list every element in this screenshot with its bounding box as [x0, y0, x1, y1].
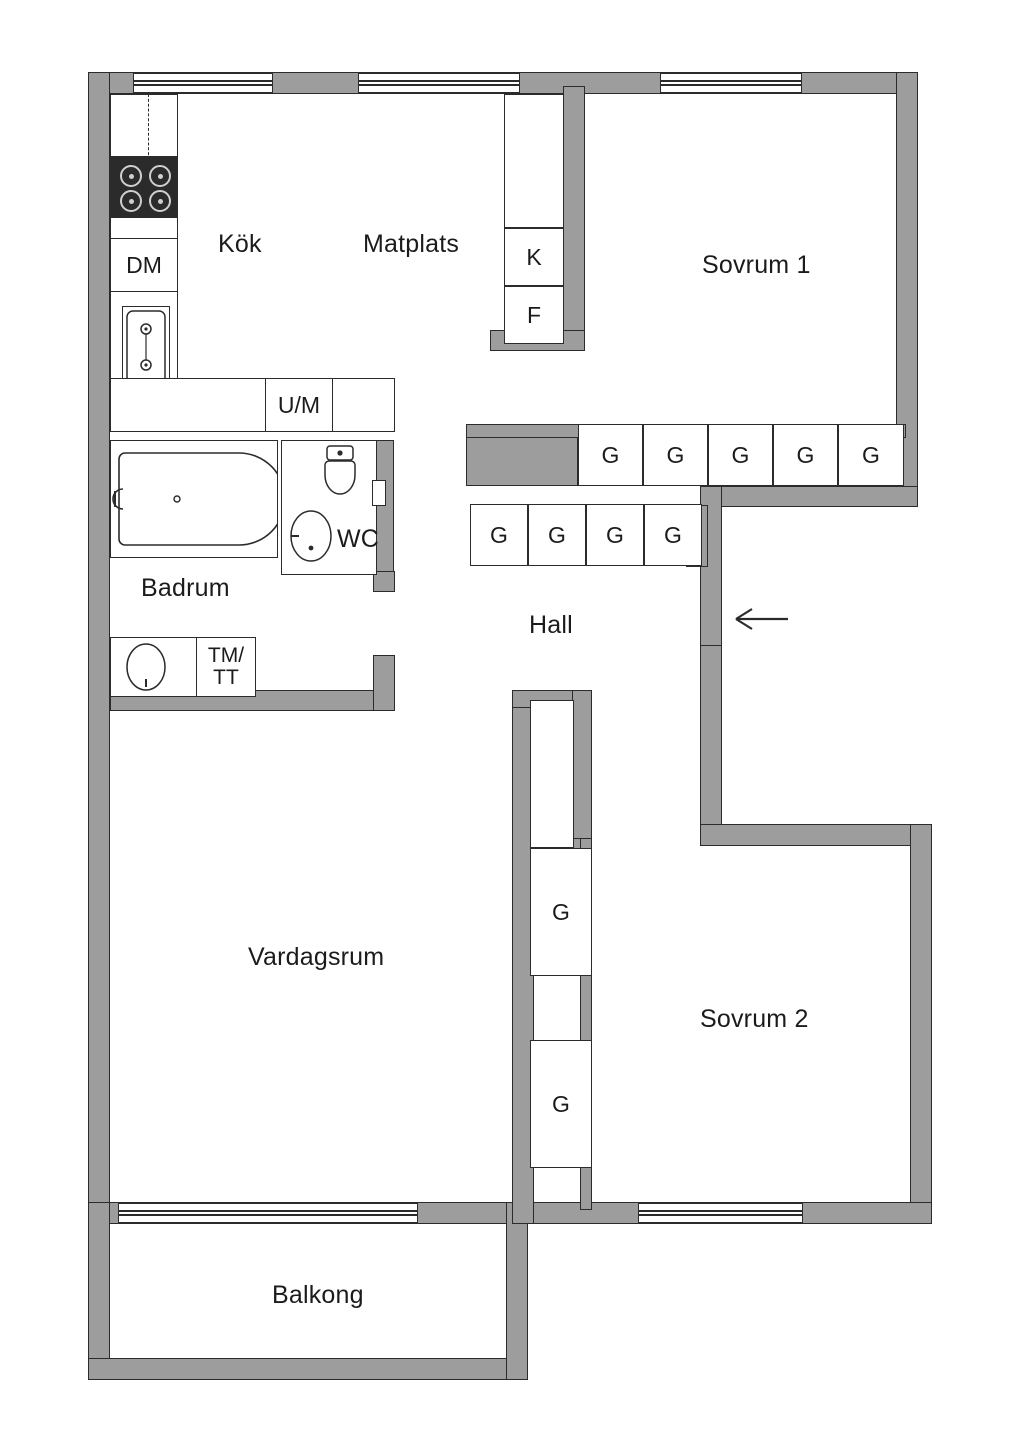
laundry-basin-icon	[124, 641, 168, 693]
closet-label: G	[490, 521, 508, 548]
wall-balcony-right	[506, 1202, 528, 1380]
appliance-label-line2: TT	[213, 666, 239, 689]
entrance-arrow	[730, 604, 790, 634]
appliance-fridge	[504, 228, 564, 286]
closet-label: G	[666, 441, 685, 468]
room-label-balkong: Balkong	[272, 1281, 364, 1309]
wall-kitchen-sovrum1	[563, 86, 585, 351]
burner-icon	[120, 190, 142, 212]
room-label-hall: Hall	[529, 611, 573, 639]
wall-exterior-left	[88, 72, 110, 1222]
closet-g	[470, 504, 528, 566]
closet-g	[708, 424, 773, 486]
appliance-washer-dryer	[196, 637, 256, 697]
wall-corridor-right	[572, 690, 592, 845]
window-sovrum2	[638, 1203, 803, 1223]
appliance-dishwasher	[110, 238, 178, 292]
burner-icon	[120, 165, 142, 187]
room-label-sovrum2: Sovrum 2	[700, 1005, 809, 1033]
wall-balcony-bottom	[88, 1358, 528, 1380]
closet-g	[528, 504, 586, 566]
window-dining	[358, 73, 520, 93]
closet-label: G	[548, 521, 566, 548]
appliance-label: DM	[126, 251, 162, 278]
closet-label: G	[552, 898, 570, 925]
wall-bathroom-bottom-right	[373, 655, 395, 711]
sink-icon	[123, 307, 169, 387]
closet-g	[578, 424, 643, 486]
kitchen-sink	[122, 306, 170, 388]
burner-icon	[149, 165, 171, 187]
closet-label: G	[796, 441, 815, 468]
room-label-sovrum1: Sovrum 1	[702, 251, 811, 279]
wall-right-step	[700, 486, 918, 507]
toilet-icon	[318, 444, 362, 508]
window-kitchen	[133, 73, 273, 93]
closet-label: G	[664, 521, 682, 548]
appliance-microwave-oven	[265, 378, 333, 432]
closet-g	[644, 504, 702, 566]
appliance-label-line1: TM/	[207, 644, 245, 667]
kitchen-upper-cabinet-line	[148, 94, 149, 160]
wall-exterior-right-lower	[910, 824, 932, 1224]
room-label-kok: Kök	[218, 230, 262, 258]
room-label-matplats: Matplats	[363, 230, 460, 258]
appliance-label: U/M	[277, 391, 321, 418]
closet-label: G	[606, 521, 624, 548]
closet-label: G	[731, 441, 750, 468]
wall-sovrum2-top	[700, 824, 932, 846]
corridor-slot	[530, 700, 574, 848]
closet-g	[838, 424, 904, 486]
closet-g	[530, 848, 592, 976]
closet-label: G	[601, 441, 620, 468]
closet-label: G	[552, 1090, 570, 1117]
closet-g	[530, 1040, 592, 1168]
room-label-vardagsrum: Vardagsrum	[248, 943, 385, 971]
appliance-freezer	[504, 286, 564, 344]
burner-icon	[149, 190, 171, 212]
kitchen-counter-bottom	[110, 378, 395, 432]
bathtub-icon	[111, 441, 277, 557]
appliance-label: K	[526, 243, 542, 270]
kitchen-pantry-run	[504, 94, 564, 228]
wc-door-nib	[372, 480, 386, 506]
closet-g	[643, 424, 708, 486]
closet-label: G	[862, 441, 880, 468]
room-label-badrum: Badrum	[141, 574, 230, 602]
washbasin-icon	[288, 508, 334, 564]
wall-hall-right-lower	[700, 645, 722, 845]
appliance-label: F	[526, 301, 542, 328]
closet-g	[773, 424, 838, 486]
bathroom-tub-area	[110, 440, 278, 558]
window-sovrum1	[660, 73, 802, 93]
closet-g	[586, 504, 644, 566]
window-livingroom	[118, 1203, 418, 1223]
wall-balcony-left	[88, 1202, 110, 1380]
room-label-wc: WC	[337, 525, 380, 553]
stove	[110, 156, 178, 218]
